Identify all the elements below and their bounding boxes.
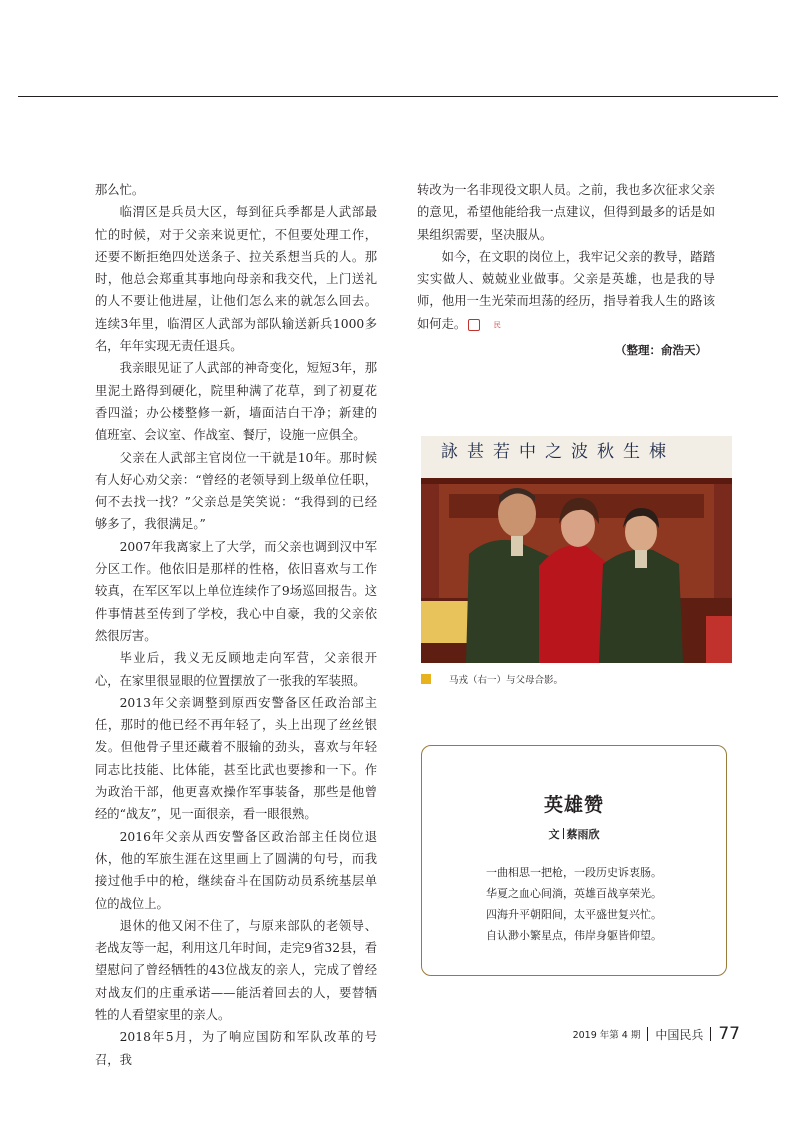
footer-divider	[647, 1027, 648, 1041]
paragraph: 退休的他又闲不住了，与原来部队的老领导、老战友等一起，利用这几年时间，走完9省32县，看望慰问了曾经牺牲的43位战友的亲人，完成了曾经对战友们的庄重承诺——能活着回去的人，要替牺牲的人看望家里的亲人。	[95, 918, 377, 1022]
poem-line: 华夏之血心间淌，英雄百战享荣光。	[486, 887, 662, 900]
footer-divider	[710, 1027, 711, 1041]
byline-prefix: 文	[548, 828, 560, 841]
paragraph: 毕业后，我义无反顾地走向军营，父亲很开心，在家里很显眼的位置摆放了一张我的军装照。	[95, 651, 377, 688]
poem-box	[421, 745, 727, 976]
issue-label: 2019 年第 4 期	[572, 1030, 641, 1041]
article-right-column	[417, 179, 715, 361]
page-footer	[573, 1024, 740, 1044]
paragraph-last	[417, 246, 715, 335]
poem-title: 英雄赞	[543, 794, 604, 816]
poem-line: 自认渺小繁星点，伟岸身躯皆仰望。	[486, 929, 662, 942]
paragraph-text: 如今，在文职的岗位上，我牢记父亲的教导，踏踏实实做人、兢兢业业做事。父亲是英雄，也是我的导师，他用一生光荣而坦荡的经历，指导着我人生的路该如何走。	[417, 249, 715, 331]
caption-marker	[421, 674, 431, 684]
paragraph: 父亲在人武部主官岗位一干就是10年。那时候有人好心劝父亲：“曾经的老领导到上级单位任职，何不去找一找？”父亲总是笑笑说：“我得到的已经够多了，我很满足。”	[95, 450, 377, 532]
paragraph: 那么忙。	[95, 183, 145, 197]
page-number: 77	[718, 1024, 740, 1044]
top-rule	[18, 96, 778, 97]
poem-line: 一曲相思一把枪，一段历史诉衷肠。	[486, 866, 662, 879]
article-left-column	[95, 179, 377, 1071]
paragraph: 转改为一名非现役文职人员。之前，我也多次征求父亲的意见，希望他能给我一点建议，但得到最多的话是如果组织需要，坚决服从。	[417, 183, 715, 242]
banner-calligraphy: 詠甚若中之波秋生棟	[441, 442, 675, 462]
end-mark-icon: 民	[468, 319, 480, 331]
editor-credit: （整理：俞浩天）	[615, 343, 707, 358]
paragraph: 临渭区是兵员大区，每到征兵季都是人武部最忙的时候，对于父亲来说更忙，不但要处理工作，还要不断拒绝四处送条子、拉关系想当兵的人。那时，他总会郑重其事地向母亲和我交代，上门送礼的人不要让他进屋，让他们怎么来的就怎么回去。连续3年里，临渭区人武部为部队输送新兵1000多名，年年实现无责任退兵。	[95, 205, 377, 354]
poem-author: 蔡雨欣	[566, 828, 600, 841]
byline-divider	[563, 828, 564, 839]
paragraph: 2007年我离家上了大学，而父亲也调到汉中军分区工作。他依旧是那样的性格，依旧喜欢与工作较真，在军区军以上单位连续作了9场巡回报告。这件事情甚至传到了学校，我心中自豪，我的父亲依然很厉害。	[95, 539, 377, 643]
caption-text: 马戎（右一）与父母合影。	[449, 675, 564, 686]
paragraph: 2018年5月，为了响应国防和军队改革的号召，我	[95, 1030, 377, 1067]
poem-byline	[422, 826, 726, 842]
family-photo	[421, 436, 732, 663]
magazine-name: 中国民兵	[655, 1027, 704, 1042]
paragraph: 我亲眼见证了人武部的神奇变化，短短3年，那里泥土路得到硬化，院里种满了花草，到了初夏花香四溢；办公楼整修一新，墙面洁白干净；新建的值班室、会议室、作战室、餐厅，设施一应俱全。	[95, 361, 377, 443]
poem-line: 四海升平朝阳间，太平盛世复兴忙。	[486, 908, 662, 921]
photo-caption	[421, 672, 563, 686]
paragraph: 2016年父亲从西安警备区政治部主任岗位退休，他的军旅生涯在这里画上了圆满的句号，而我接过他手中的枪，继续奋斗在国防动员系统基层单位的战位上。	[95, 829, 377, 911]
paragraph: 2013年父亲调整到原西安警备区任政治部主任，那时的他已经不再年轻了，头上出现了丝丝银发。但他骨子里还藏着不服输的劲头，喜欢与年轻同志比技能、比体能，甚至比武也要掺和一下。作为政治干部，他更喜欢操作军事装备，那些是他曾经的“战友”，见一面很亲，看一眼很熟。	[95, 695, 377, 822]
poem-lines	[422, 862, 726, 946]
